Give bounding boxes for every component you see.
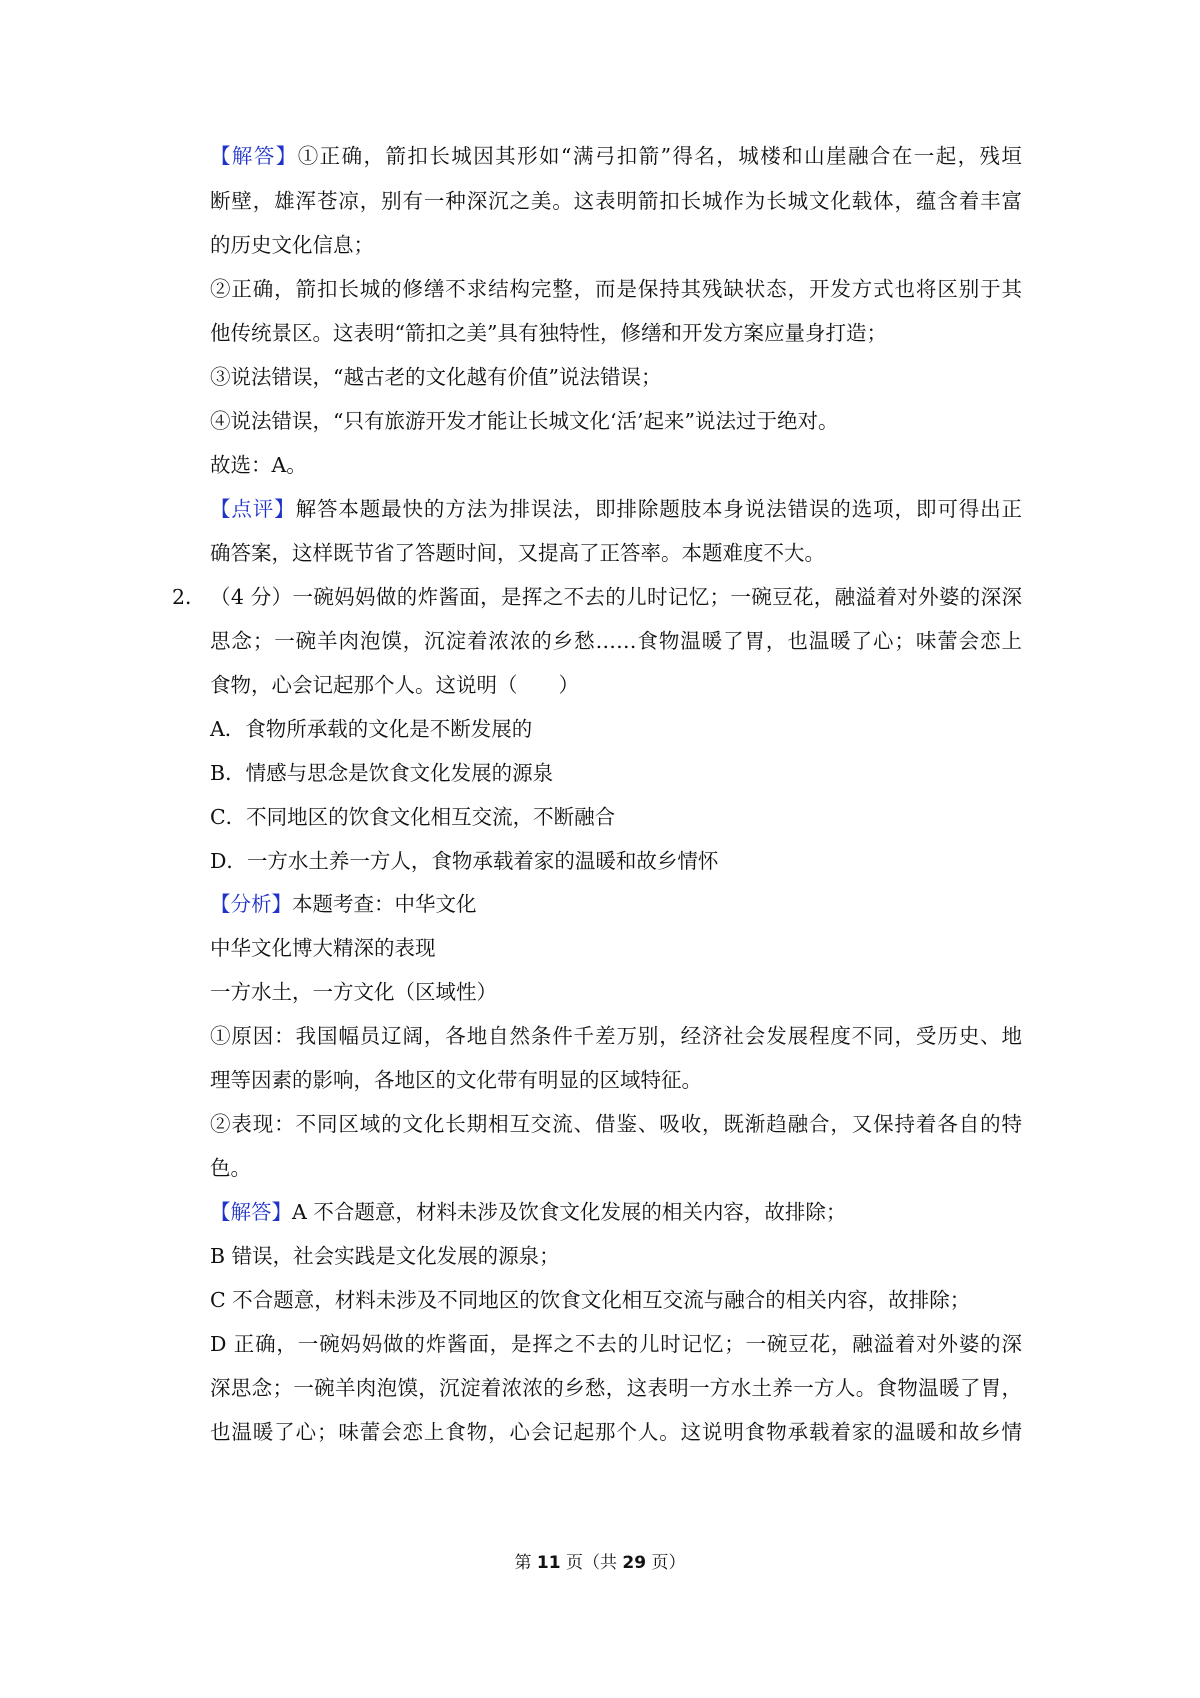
- q2-stem-line-3: 食物，心会记起那个人。这说明（ ）: [210, 673, 579, 697]
- q2-stem-line-2: 思念；一碗羊肉泡馍，沉淀着浓浓的乡愁……食物温暖了胃，也温暖了心；味蕾会恋上: [210, 629, 1022, 653]
- q2-answer-line-5: 深思念；一碗羊肉泡馍，沉淀着浓浓的乡愁，这表明一方水土养一方人。食物温暖了胃，: [210, 1376, 1022, 1400]
- q1-answer-choice: 故选：A。: [210, 453, 307, 477]
- q1-review-line-2: 确答案，这样既节省了答题时间，又提高了正答率。本题难度不大。: [210, 541, 825, 565]
- page-total: 29: [622, 1553, 647, 1573]
- page-footer: 第 11 页（共 29 页）: [514, 1553, 686, 1573]
- q2-answer-line-3: C 不合题意，材料未涉及不同地区的饮食文化相互交流与融合的相关内容，故排除；: [210, 1288, 971, 1312]
- q2-option-c: C．不同地区的饮食文化相互交流，不断融合: [210, 805, 616, 829]
- q2-stem-line-1: （4 分）一碗妈妈做的炸酱面，是挥之不去的儿时记忆；一碗豆花，融溢着对外婆的深深: [210, 585, 1022, 609]
- q1-answer-line-6: ③说法错误，“越古老的文化越有价值”说法错误；: [210, 365, 662, 389]
- q2-option-b: B．情感与思念是饮食文化发展的源泉: [210, 761, 554, 785]
- q2-option-a: A．食物所承载的文化是不断发展的: [210, 717, 533, 741]
- q2-answer-line-4: D 正确，一碗妈妈做的炸酱面，是挥之不去的儿时记忆；一碗豆花，融溢着对外婆的深: [210, 1332, 1022, 1356]
- page-number: 11: [536, 1553, 561, 1573]
- q2-analysis-line-4: ①原因：我国幅员辽阔，各地自然条件千差万别，经济社会发展程度不同，受历史、地: [210, 1024, 1022, 1048]
- q2-analysis-line-6: ②表现：不同区域的文化长期相互交流、借鉴、吸收，既渐趋融合，又保持着各自的特: [210, 1112, 1022, 1136]
- q2-analysis-line-5: 理等因素的影响，各地区的文化带有明显的区域特征。: [210, 1068, 702, 1092]
- review-tag: 【点评】: [210, 497, 296, 521]
- q2-analysis-line-3: 一方水土，一方文化（区域性）: [210, 980, 497, 1004]
- q1-answer-line-7: ④说法错误，“只有旅游开发才能让长城文化‘活’起来”说法过于绝对。: [210, 409, 839, 433]
- q2-analysis-line-2: 中华文化博大精深的表现: [210, 936, 436, 960]
- q1-answer-line-3: 的历史文化信息；: [210, 233, 374, 257]
- answer-tag: 【解答】: [210, 144, 298, 168]
- q1-review-line-1: 【点评】解答本题最快的方法为排误法，即排除题肢本身说法错误的选项，即可得出正: [210, 497, 1023, 521]
- q2-answer-line-1: 【解答】A 不合题意，材料未涉及饮食文化发展的相关内容，故排除；: [210, 1200, 847, 1224]
- answer-tag-2: 【解答】: [210, 1200, 292, 1224]
- q2-analysis-line-7: 色。: [210, 1156, 251, 1180]
- q1-answer-line-4: ②正确，箭扣长城的修缮不求结构完整，而是保持其残缺状态，开发方式也将区别于其: [210, 277, 1022, 301]
- q2-option-d: D．一方水土养一方人，食物承载着家的温暖和故乡情怀: [210, 849, 719, 873]
- analysis-tag: 【分析】: [210, 892, 292, 916]
- q2-answer-line-6: 也温暖了心；味蕾会恋上食物，心会记起那个人。这说明食物承载着家的温暖和故乡情: [210, 1420, 1022, 1444]
- q2-answer-line-2: B 错误，社会实践是文化发展的源泉；: [210, 1244, 560, 1268]
- q2-analysis-line-1: 【分析】本题考查：中华文化: [210, 892, 477, 916]
- q1-answer-line-1: 【解答】①正确，箭扣长城因其形如“满弓扣箭”得名，城楼和山崖融合在一起，残垣: [210, 144, 1022, 168]
- q2-number: 2．: [172, 585, 206, 609]
- q1-answer-line-2: 断壁，雄浑苍凉，别有一种深沉之美。这表明箭扣长城作为长城文化载体，蕴含着丰富: [210, 189, 1022, 213]
- q1-answer-line-5: 他传统景区。这表明“箭扣之美”具有独特性，修缮和开发方案应量身打造；: [210, 321, 887, 345]
